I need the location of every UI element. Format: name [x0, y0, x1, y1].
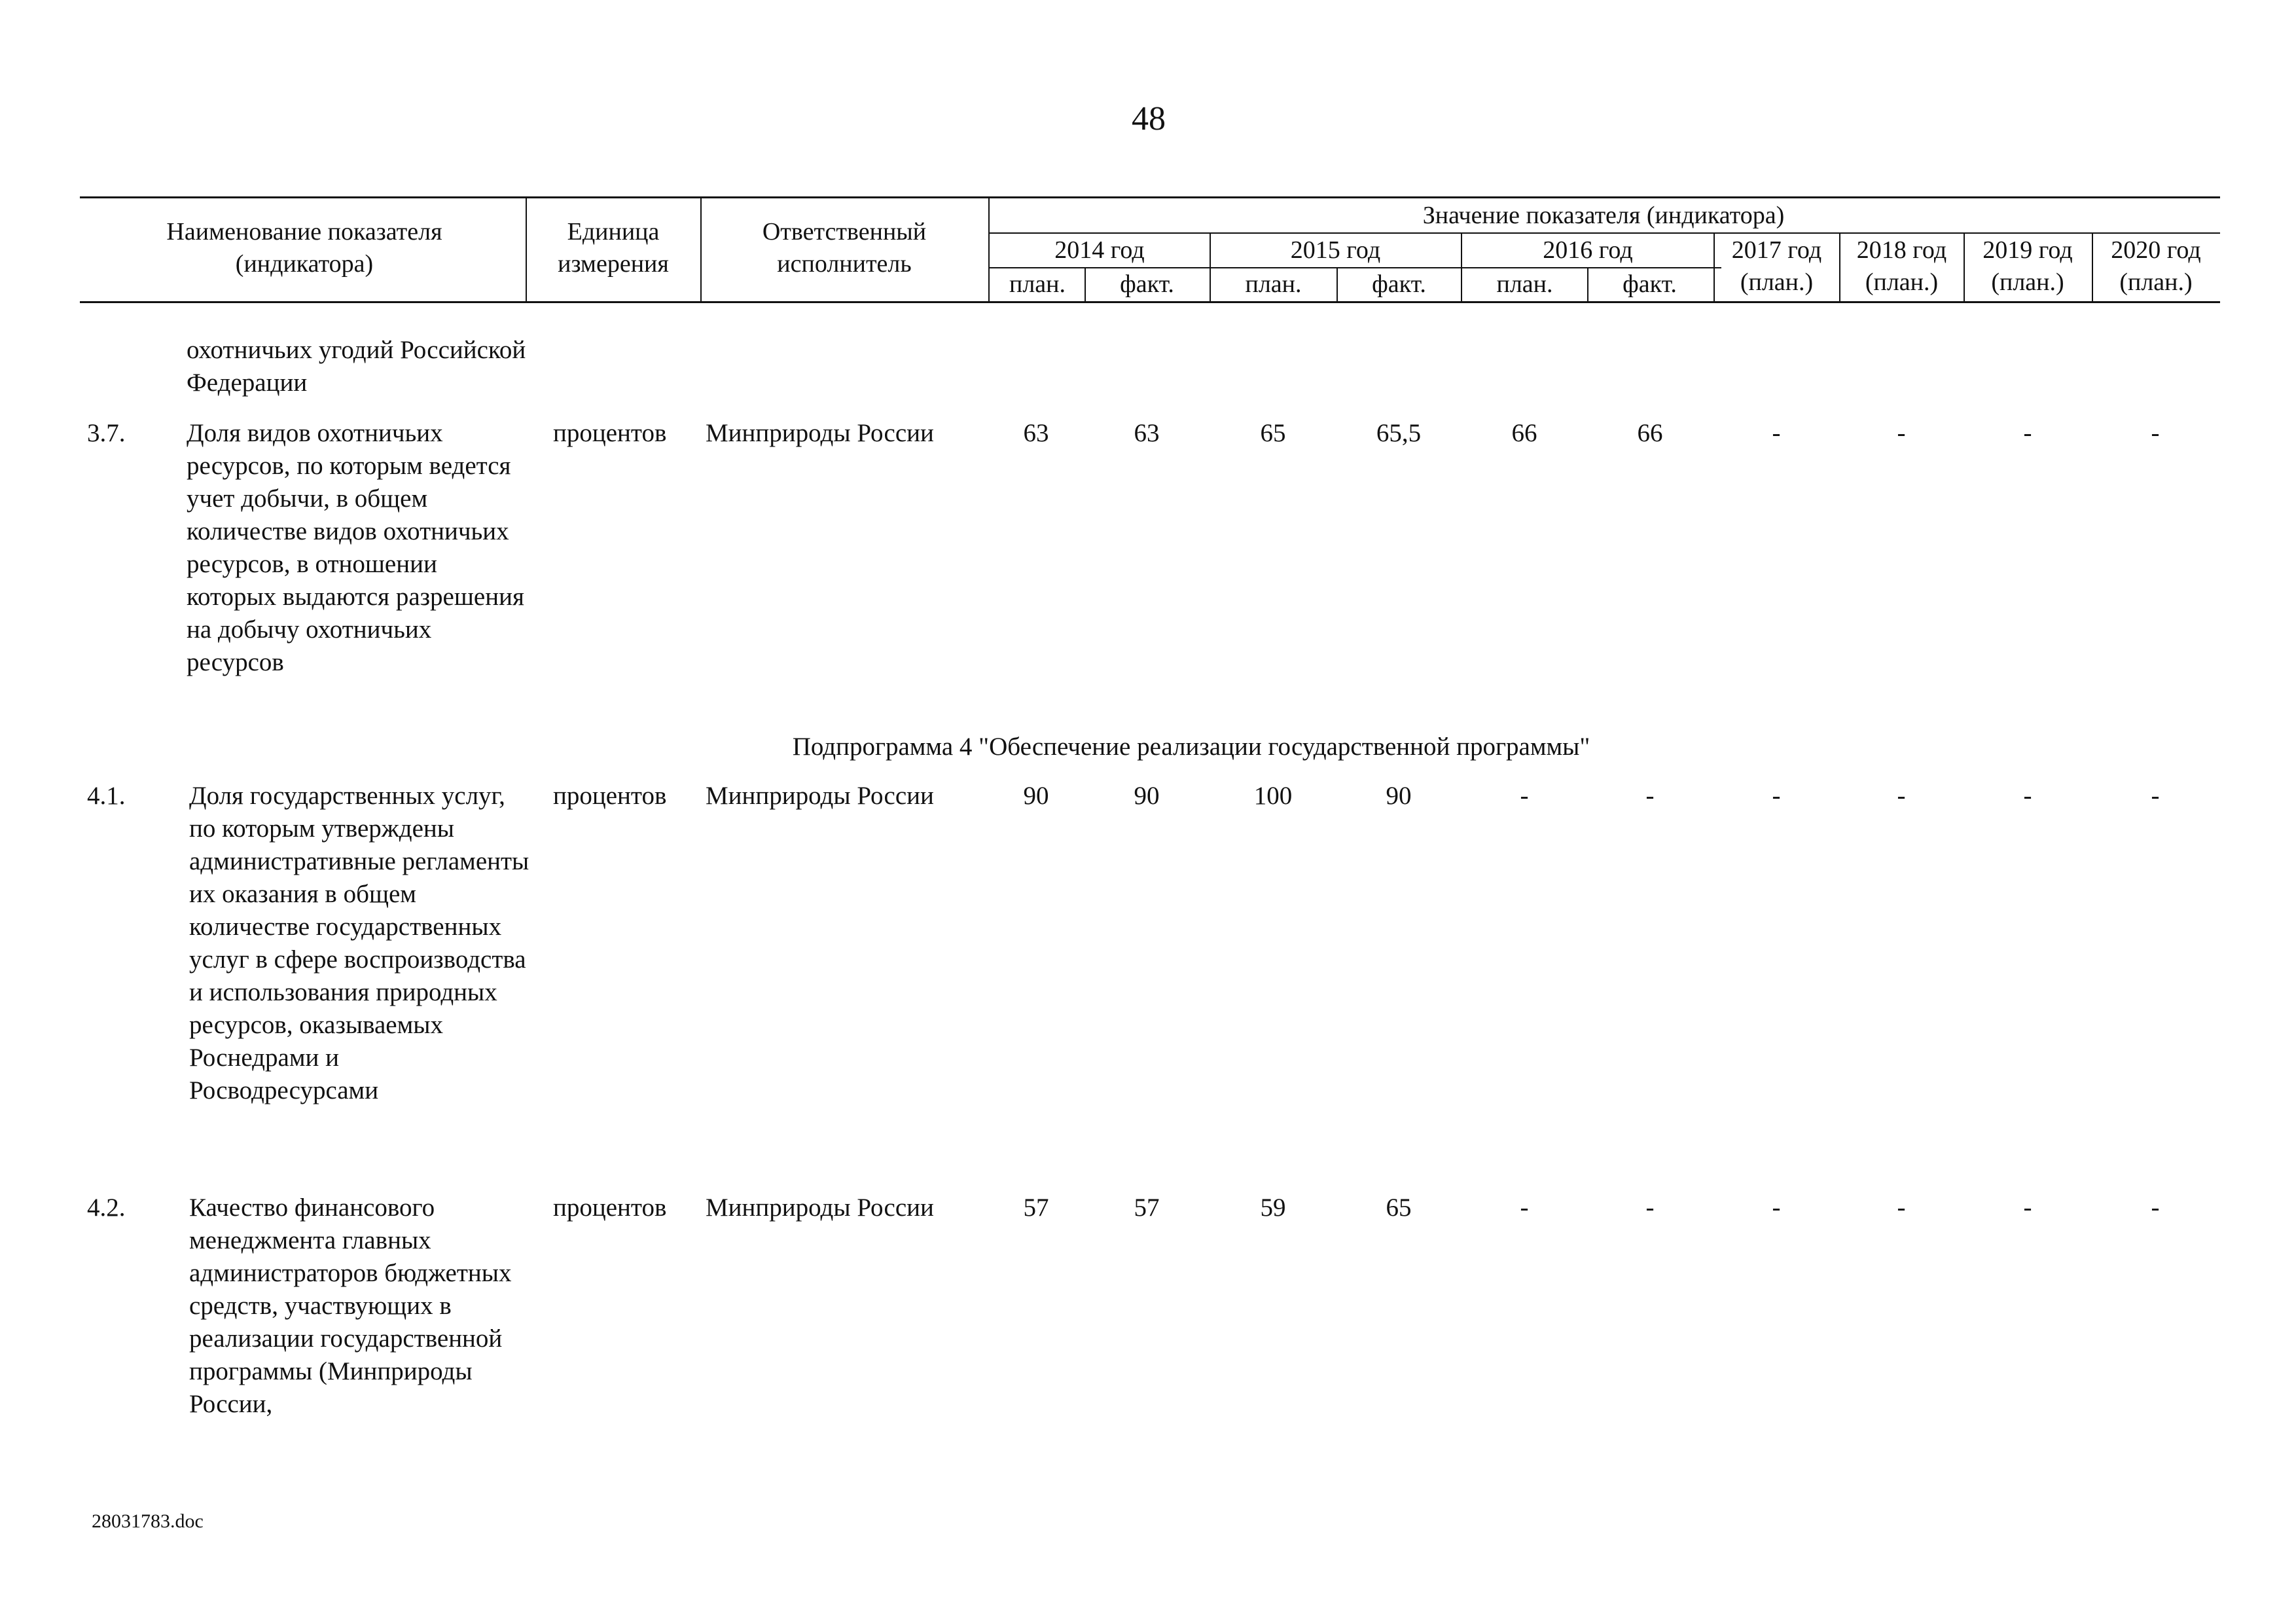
header-plan: план.	[1009, 270, 1066, 298]
col-sep	[1461, 234, 1462, 301]
col-sep	[1336, 268, 1338, 301]
value-cell: 90	[1386, 782, 1412, 810]
value-cell: -	[1645, 1194, 1655, 1222]
value-cell: 65	[1260, 419, 1286, 447]
subprogram-title: Подпрограмма 4 "Обеспечение реализации государственной программы"	[792, 733, 1590, 761]
col-sep	[1210, 234, 1211, 301]
row-responsible: Минприроды России	[706, 782, 934, 810]
row-name: Качество финансового менеджмента главных администраторов бюджетных средств, участвующих в реализации государственной программы (Минприроды России,	[189, 1194, 512, 1418]
value-cell: 90	[1023, 782, 1049, 810]
header-year-2020: 2020 год (план.)	[2111, 236, 2201, 296]
header-fact: факт.	[1623, 270, 1677, 298]
value-subheader-line	[988, 232, 2220, 234]
value-cell: -	[2023, 1194, 2032, 1222]
value-cell: 100	[1253, 782, 1293, 810]
header-fact: факт.	[1120, 270, 1174, 298]
value-cell: -	[1897, 419, 1906, 447]
footer-filename: 28031783.doc	[92, 1510, 204, 1532]
header-value: Значение показателя (индикатора)	[1422, 202, 1785, 229]
value-cell: -	[1772, 1194, 1781, 1222]
value-cell: 59	[1260, 1194, 1286, 1222]
row-unit: процентов	[553, 782, 667, 810]
header-year-2015: 2015 год	[1290, 236, 1381, 264]
col-sep	[988, 196, 990, 301]
row-name: Доля видов охотничьих ресурсов, по которым ведется учет добычи, в общем количестве видов охотничьих ресурсов, в отношении которых выдаются разрешения на добычу охотничьих ресурсов	[187, 419, 524, 676]
value-cell: -	[2151, 782, 2160, 810]
header-plan: план.	[1496, 270, 1553, 298]
page-number: 48	[1132, 100, 1166, 137]
value-cell: -	[1520, 1194, 1529, 1222]
col-sep	[700, 196, 702, 301]
value-cell: 57	[1134, 1194, 1160, 1222]
value-cell: -	[1772, 782, 1781, 810]
value-cell: 65	[1386, 1194, 1412, 1222]
col-sep	[1587, 268, 1588, 301]
table-header-bottom-border	[80, 301, 2220, 303]
row-number: 4.2.	[87, 1194, 126, 1222]
value-cell: 63	[1023, 419, 1049, 447]
value-cell: -	[2151, 419, 2160, 447]
header-name: Наименование показателя (индикатора)	[166, 218, 442, 278]
value-cell: -	[2023, 782, 2032, 810]
col-sep	[1713, 234, 1715, 301]
value-cell: -	[1897, 782, 1906, 810]
table-top-border	[80, 196, 2220, 198]
value-cell: 57	[1023, 1194, 1049, 1222]
row-unit: процентов	[553, 1194, 667, 1222]
header-year-2018: 2018 год (план.)	[1856, 236, 1947, 296]
value-cell: 65,5	[1376, 419, 1422, 447]
header-fact: факт.	[1372, 270, 1426, 298]
row-unit: процентов	[553, 419, 667, 447]
value-cell: 66	[1637, 419, 1663, 447]
value-cell: -	[1520, 782, 1529, 810]
header-year-2014: 2014 год	[1054, 236, 1145, 264]
col-sep	[1085, 268, 1086, 301]
header-unit: Единица измерения	[558, 218, 669, 278]
row-name: охотничьих угодий Российской Федерации	[187, 336, 526, 397]
header-year-2017: 2017 год (план.)	[1731, 236, 1822, 296]
value-cell: -	[1772, 419, 1781, 447]
row-responsible: Минприроды России	[706, 1194, 934, 1222]
header-responsible: Ответственный исполнитель	[762, 218, 927, 278]
row-number: 4.1.	[87, 782, 126, 810]
col-sep	[526, 196, 527, 301]
row-name: Доля государственных услуг, по которым утверждены административные регламенты их оказания в общем количестве государственных услуг в сфере воспроизводства и использования природных ресурсов, оказываемых Роснедрами и Росводресурсами	[189, 782, 529, 1104]
value-cell: 90	[1134, 782, 1160, 810]
col-sep	[1839, 234, 1840, 301]
value-cell: -	[1897, 1194, 1906, 1222]
col-sep	[2092, 234, 2093, 301]
header-year-2016: 2016 год	[1543, 236, 1633, 264]
row-number: 3.7.	[87, 419, 126, 447]
header-year-2019: 2019 год (план.)	[1982, 236, 2073, 296]
value-cell: 63	[1134, 419, 1160, 447]
value-cell: -	[2023, 419, 2032, 447]
header-plan: план.	[1245, 270, 1302, 298]
value-cell: -	[2151, 1194, 2160, 1222]
col-sep	[1964, 234, 1965, 301]
value-cell: 66	[1511, 419, 1537, 447]
value-cell: -	[1645, 782, 1655, 810]
row-responsible: Минприроды России	[706, 419, 934, 447]
